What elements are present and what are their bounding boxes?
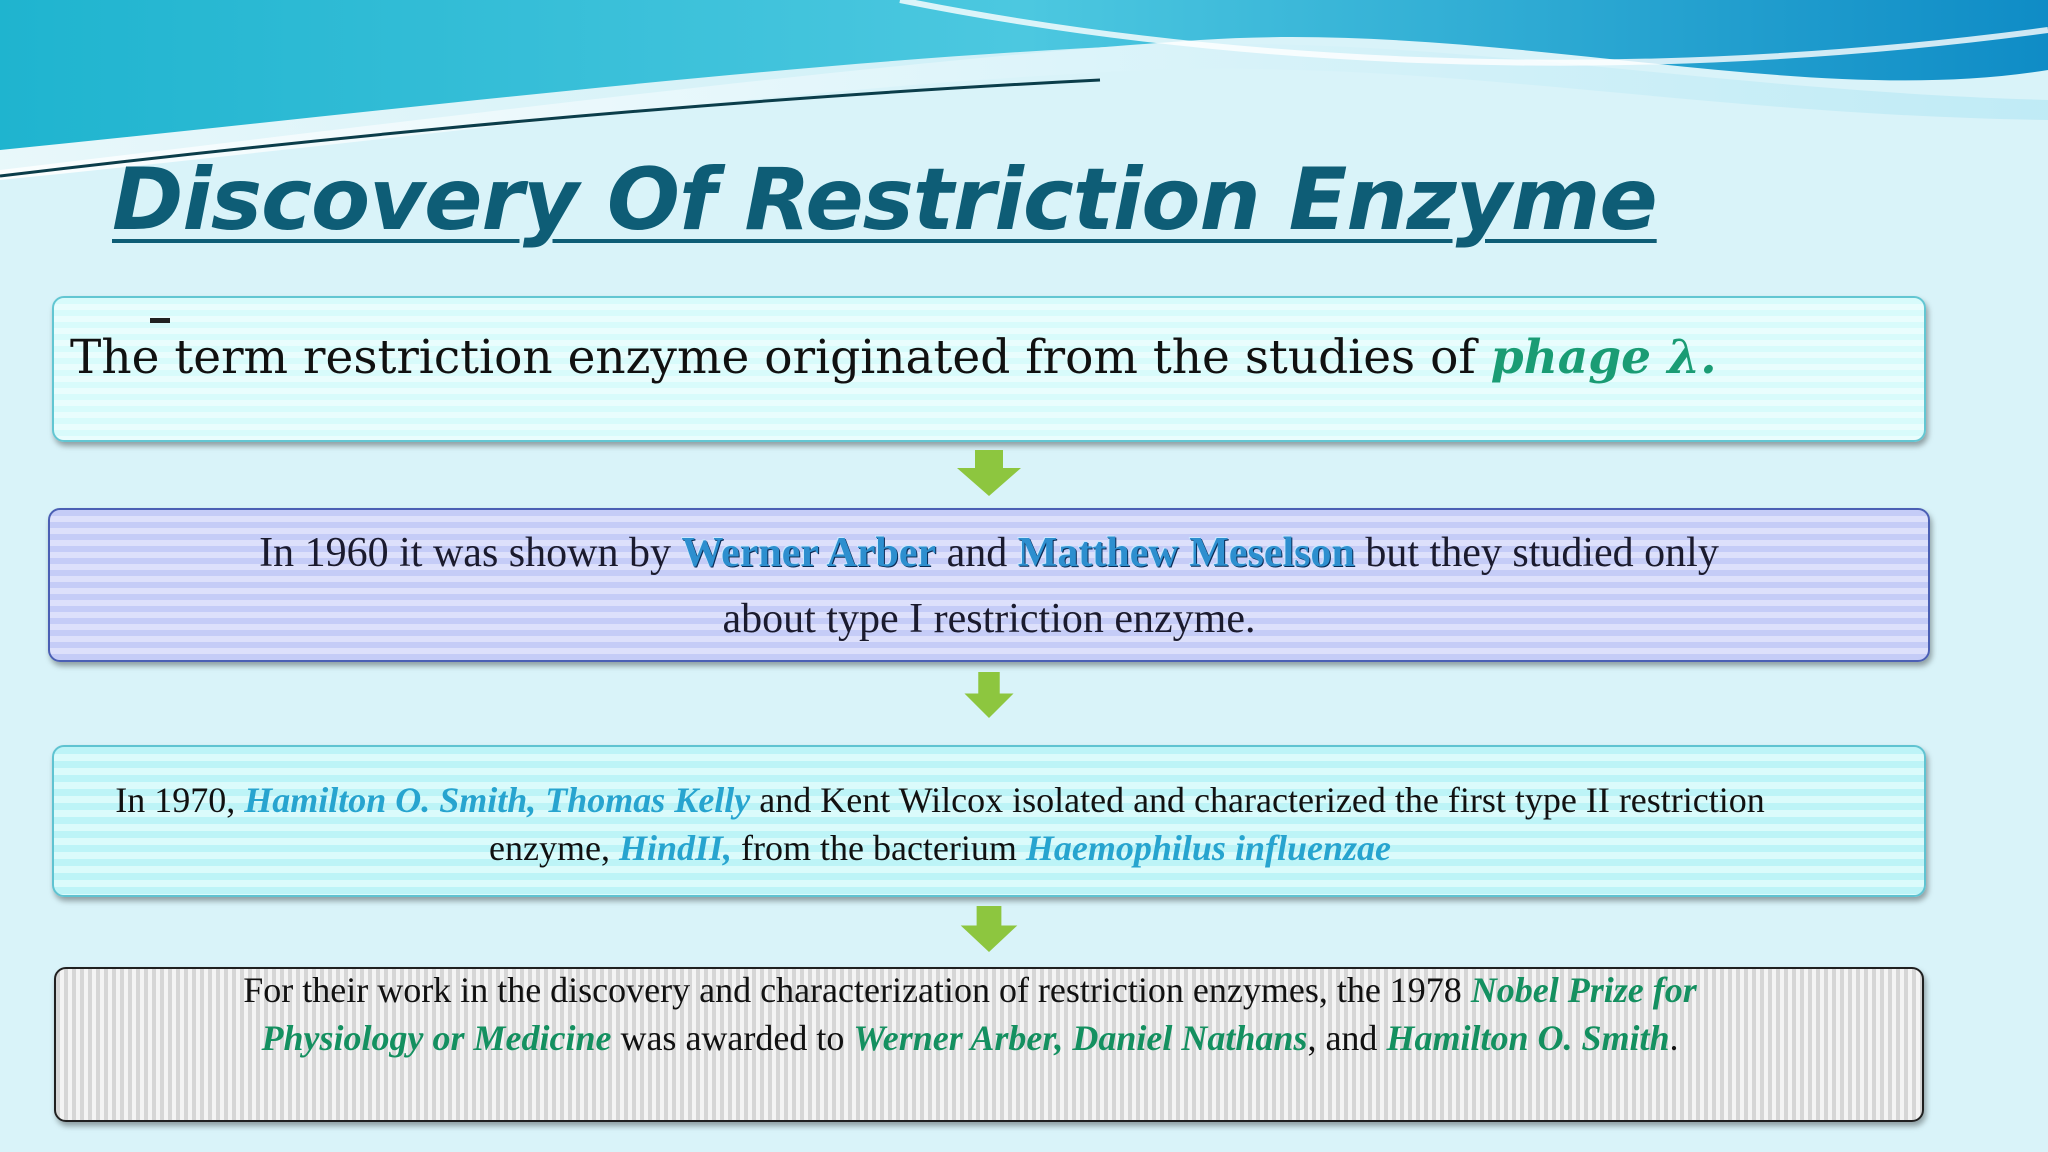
fact-1-body: The term restriction enzyme originated from the studies of xyxy=(70,330,1491,385)
hindii-enzyme: HindII, xyxy=(618,828,733,868)
matthew-meselson-name: Matthew Meselson xyxy=(1017,530,1355,576)
bacterium-name: Haemophilus influenzae xyxy=(1025,828,1391,868)
fact-3-part3: enzyme, xyxy=(489,828,619,868)
fact-box-4-text xyxy=(100,966,1840,1062)
nobel-prize-line2: Physiology or Medicine xyxy=(261,1018,612,1058)
laureate-smith: Hamilton O. Smith xyxy=(1386,1018,1670,1058)
nobel-prize-line1: Nobel Prize for xyxy=(1470,970,1697,1010)
down-arrow-icon xyxy=(957,672,1021,718)
slide-title: Discovery Of Restriction Enzyme xyxy=(112,150,1657,250)
fact-3-part2: and Kent Wilcox isolated and characterized the first type II restriction xyxy=(750,780,1765,820)
fact-4-part3: , and xyxy=(1307,1018,1387,1058)
fact-4-part2: was awarded to xyxy=(611,1018,854,1058)
fact-4-part4: . xyxy=(1669,1018,1679,1058)
fact-3-part1: In 1970, xyxy=(115,780,245,820)
fact-2-part1: In 1960 it was shown by xyxy=(259,530,682,576)
fact-2-line2: about type I restriction enzyme. xyxy=(722,596,1256,642)
down-arrow-icon xyxy=(957,906,1021,952)
researchers-names: Hamilton O. Smith, Thomas Kelly xyxy=(244,780,751,820)
werner-arber-name: Werner Arber xyxy=(681,530,937,576)
fact-4-part1: For their work in the discovery and characterization of restriction enzymes, the 1978 xyxy=(243,970,1471,1010)
fact-2-part2: and xyxy=(936,530,1018,576)
fact-3-part4: from the bacterium xyxy=(732,828,1026,868)
fact-box-2-text xyxy=(48,520,1930,652)
down-arrow-icon xyxy=(957,450,1021,496)
laureates-names: Werner Arber, Daniel Nathans xyxy=(853,1018,1308,1058)
phage-lambda-term: phage λ. xyxy=(1490,330,1717,385)
fact-2-part3: but they studied only xyxy=(1354,530,1719,576)
fact-box-1-text xyxy=(70,330,1717,385)
stray-mark xyxy=(150,318,170,323)
fact-box-3-text xyxy=(20,776,1860,872)
